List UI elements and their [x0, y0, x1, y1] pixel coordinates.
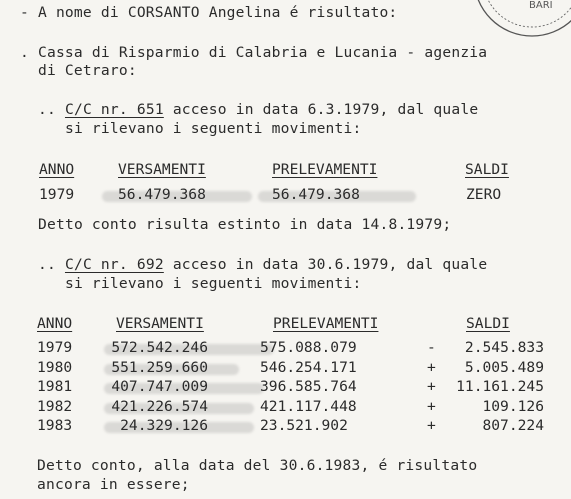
- account-2-row-year: 1980: [37, 358, 73, 376]
- account-2-row-prelevamenti: 546.254.171: [260, 358, 357, 376]
- account-1-id: C/C nr. 651: [64, 101, 164, 118]
- account-2-header-versamenti: VERSAMENTI: [116, 315, 204, 332]
- account-2-closing-line-1: Detto conto, alla data del 30.6.1983, é risultato: [37, 457, 478, 474]
- account-2-line-1: .. C/C nr. 692 acceso in data 30.6.1979, dal quale: [38, 256, 488, 273]
- account-2-row-sign: +: [427, 397, 436, 415]
- account-2-row-versamenti: 421.226.574: [111, 397, 208, 415]
- account-2-row-year: 1979: [37, 339, 73, 356]
- account-2-row-year: 1983: [37, 417, 73, 434]
- account-2-row-saldo: 109.126: [482, 397, 544, 415]
- account-1-line-1: .. C/C nr. 651 acceso in data 6.3.1979, dal quale: [38, 101, 479, 118]
- account-2-row-prelevamenti: 421.117.448: [260, 397, 357, 415]
- account-1-row-saldo: ZERO: [466, 186, 502, 203]
- account-2-row-prelevamenti: 575.088.079: [260, 339, 357, 356]
- account-2-header-saldi: SALDI: [466, 315, 510, 332]
- account-1-row-versamenti: 56.479.368: [118, 186, 206, 203]
- account-2-row-year: 1982: [37, 397, 73, 415]
- account-2-row-prelevamenti: 23.521.902: [260, 417, 348, 434]
- account-2-row-sign: +: [427, 378, 436, 395]
- account-1-header-anno: ANNO: [39, 161, 75, 178]
- account-2-row-saldo: 5.005.489: [464, 358, 544, 376]
- account-2-row-year: 1981: [37, 378, 73, 395]
- account-2-row-versamenti: 407.747.009: [111, 378, 208, 395]
- account-2-header-anno: ANNO: [37, 315, 73, 332]
- account-2-row-saldo: 2.545.833: [464, 339, 544, 356]
- account-2-row-saldo: 11.161.245: [456, 378, 544, 395]
- account-2-row-versamenti: 24.329.126: [120, 417, 208, 434]
- account-1-closing: Detto conto risulta estinto in data 14.8.1979;: [38, 216, 452, 233]
- account-2-row-versamenti: 572.542.246: [111, 339, 208, 356]
- intro-line: - A nome di CORSANTO Angelina é risultato:: [20, 4, 398, 21]
- account-2-row-sign: +: [427, 417, 436, 434]
- account-1-header-versamenti: VERSAMENTI: [118, 161, 206, 178]
- bank-line-1: . Cassa di Risparmio di Calabria e Lucania - agenzia: [20, 44, 488, 61]
- account-2-row-prelevamenti: 396.585.764: [260, 378, 357, 395]
- svg-text:BARI: BARI: [529, 0, 553, 11]
- account-1-header-saldi: SALDI: [465, 161, 509, 178]
- account-2-row-sign: +: [427, 358, 436, 376]
- account-2-line-2: si rilevano i seguenti movimenti:: [38, 275, 362, 292]
- official-stamp: [467, 0, 571, 48]
- account-2-id: C/C nr. 692: [64, 256, 164, 273]
- account-2-row-sign: -: [427, 339, 436, 356]
- account-1-header-prelevamenti: PRELEVAMENTI: [272, 161, 378, 178]
- account-2-header-prelevamenti: PRELEVAMENTI: [273, 315, 379, 332]
- bank-line-2: di Cetraro:: [20, 62, 137, 79]
- account-1-line-2: si rilevano i seguenti movimenti:: [38, 120, 362, 137]
- account-1-row-year: 1979: [39, 186, 75, 203]
- account-2-closing-line-2: ancora in essere;: [37, 476, 190, 493]
- account-2-row-saldo: 807.224: [482, 417, 544, 434]
- account-1-row-prelevamenti: 56.479.368: [272, 186, 360, 203]
- account-2-row-versamenti: 551.259.660: [111, 358, 208, 376]
